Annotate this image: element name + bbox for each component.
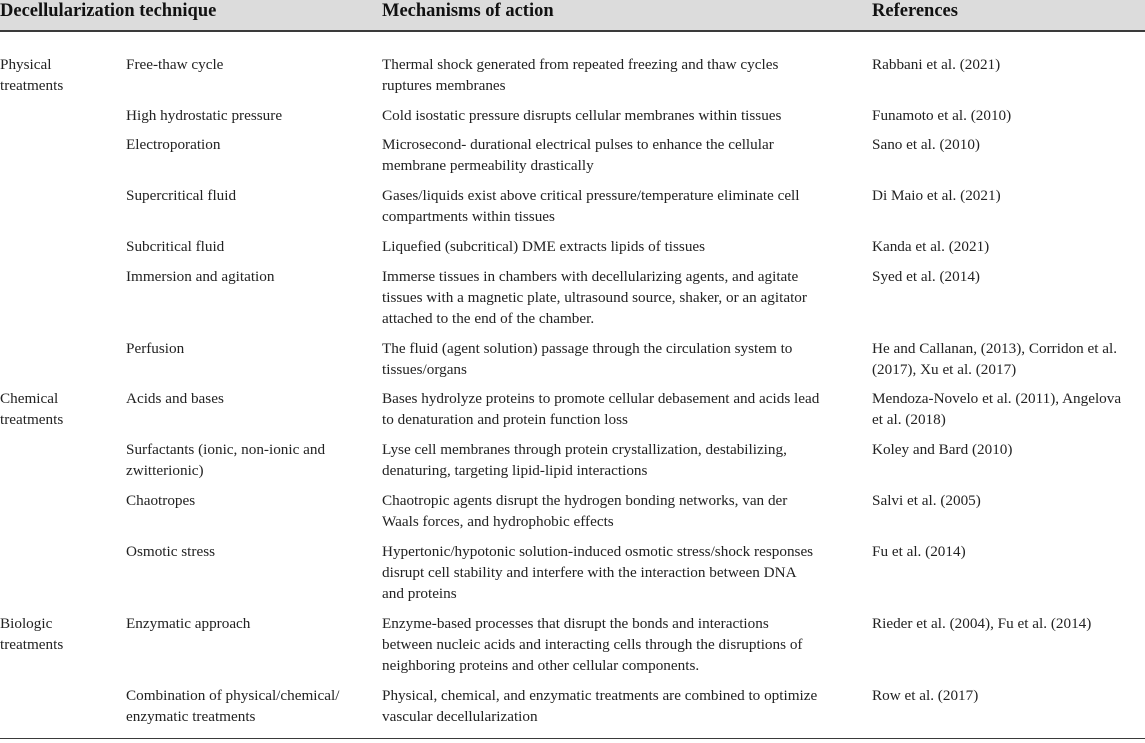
technique-cell: Supercritical fluid: [126, 187, 237, 204]
technique-cell: Combination of physical/chemical/ enzymatic treatments: [126, 687, 340, 725]
table-bottom-rule: [0, 738, 1145, 739]
group-label-chemical: Chemical treatments: [0, 390, 64, 428]
mechanism-cell: Thermal shock generated from repeated freezing and thaw cycles ruptures membranes: [382, 56, 779, 94]
technique-cell: Immersion and agitation: [126, 268, 275, 285]
mechanism-cell: Enzyme-based processes that disrupt the bonds and interactions between nucleic acids and interacting cells through the disruptions of neighboring proteins and other cellular components.: [382, 615, 803, 674]
reference-cell: Row et al. (2017): [872, 687, 979, 704]
group-label-physical: Physical treatments: [0, 56, 64, 94]
reference-cell: Koley and Bard (2010): [872, 441, 1013, 458]
reference-cell: Funamoto et al. (2010): [872, 107, 1012, 124]
technique-cell: High hydrostatic pressure: [126, 107, 283, 124]
mechanism-cell: Bases hydrolyze proteins to promote cellular debasement and acids lead to denaturation and protein function loss: [382, 390, 820, 428]
reference-cell: Syed et al. (2014): [872, 268, 980, 285]
group-label-biologic: Biologic treatments: [0, 615, 64, 653]
technique-cell: Free-thaw cycle: [126, 56, 224, 73]
mechanism-cell: Cold isostatic pressure disrupts cellular membranes within tissues: [382, 107, 782, 124]
technique-cell: Chaotropes: [126, 492, 196, 509]
technique-cell: Enzymatic approach: [126, 615, 251, 632]
mechanism-cell: The fluid (agent solution) passage through the circulation system to tissues/organs: [382, 340, 793, 378]
reference-cell: Mendoza-Novelo et al. (2011), Angelova et al. (2018): [872, 390, 1122, 428]
header-technique: Decellularization technique: [0, 1, 217, 21]
header-mechanisms: Mechanisms of action: [382, 1, 554, 21]
mechanism-cell: Liquefied (subcritical) DME extracts lipids of tissues: [382, 238, 706, 255]
technique-cell: Acids and bases: [126, 390, 224, 407]
technique-cell: Surfactants (ionic, non-ionic and zwitterionic): [126, 441, 326, 479]
technique-cell: Perfusion: [126, 340, 185, 357]
reference-cell: Sano et al. (2010): [872, 136, 980, 153]
mechanism-cell: Chaotropic agents disrupt the hydrogen bonding networks, van der Waals forces, and hydrophobic effects: [382, 492, 788, 530]
mechanism-cell: Hypertonic/hypotonic solution-induced osmotic stress/shock responses disrupt cell stability and interfere with the interaction between DNA and proteins: [382, 543, 814, 602]
mechanism-cell: Microsecond- durational electrical pulses to enhance the cellular membrane permeability drastically: [382, 136, 774, 174]
header-rule: [0, 30, 1145, 32]
header-references: References: [872, 1, 958, 21]
technique-cell: Osmotic stress: [126, 543, 216, 560]
mechanism-cell: Lyse cell membranes through protein crystallization, destabilizing, denaturing, targeting lipid-lipid interactions: [382, 441, 787, 479]
reference-cell: He and Callanan, (2013), Corridon et al. (2017), Xu et al. (2017): [872, 340, 1118, 378]
mechanism-cell: Physical, chemical, and enzymatic treatments are combined to optimize vascular decellularization: [382, 687, 818, 725]
reference-cell: Rabbani et al. (2021): [872, 56, 1001, 73]
technique-cell: Electroporation: [126, 136, 221, 153]
reference-cell: Salvi et al. (2005): [872, 492, 981, 509]
technique-cell: Subcritical fluid: [126, 238, 225, 255]
reference-cell: Fu et al. (2014): [872, 543, 966, 560]
reference-cell: Rieder et al. (2004), Fu et al. (2014): [872, 615, 1092, 632]
reference-cell: Di Maio et al. (2021): [872, 187, 1001, 204]
mechanism-cell: Gases/liquids exist above critical pressure/temperature eliminate cell compartments within tissues: [382, 187, 800, 225]
reference-cell: Kanda et al. (2021): [872, 238, 990, 255]
mechanism-cell: Immerse tissues in chambers with decellularizing agents, and agitate tissues with a magnetic plate, ultrasound source, shaker, or an agitator attached to the end of the chamber.: [382, 268, 807, 327]
